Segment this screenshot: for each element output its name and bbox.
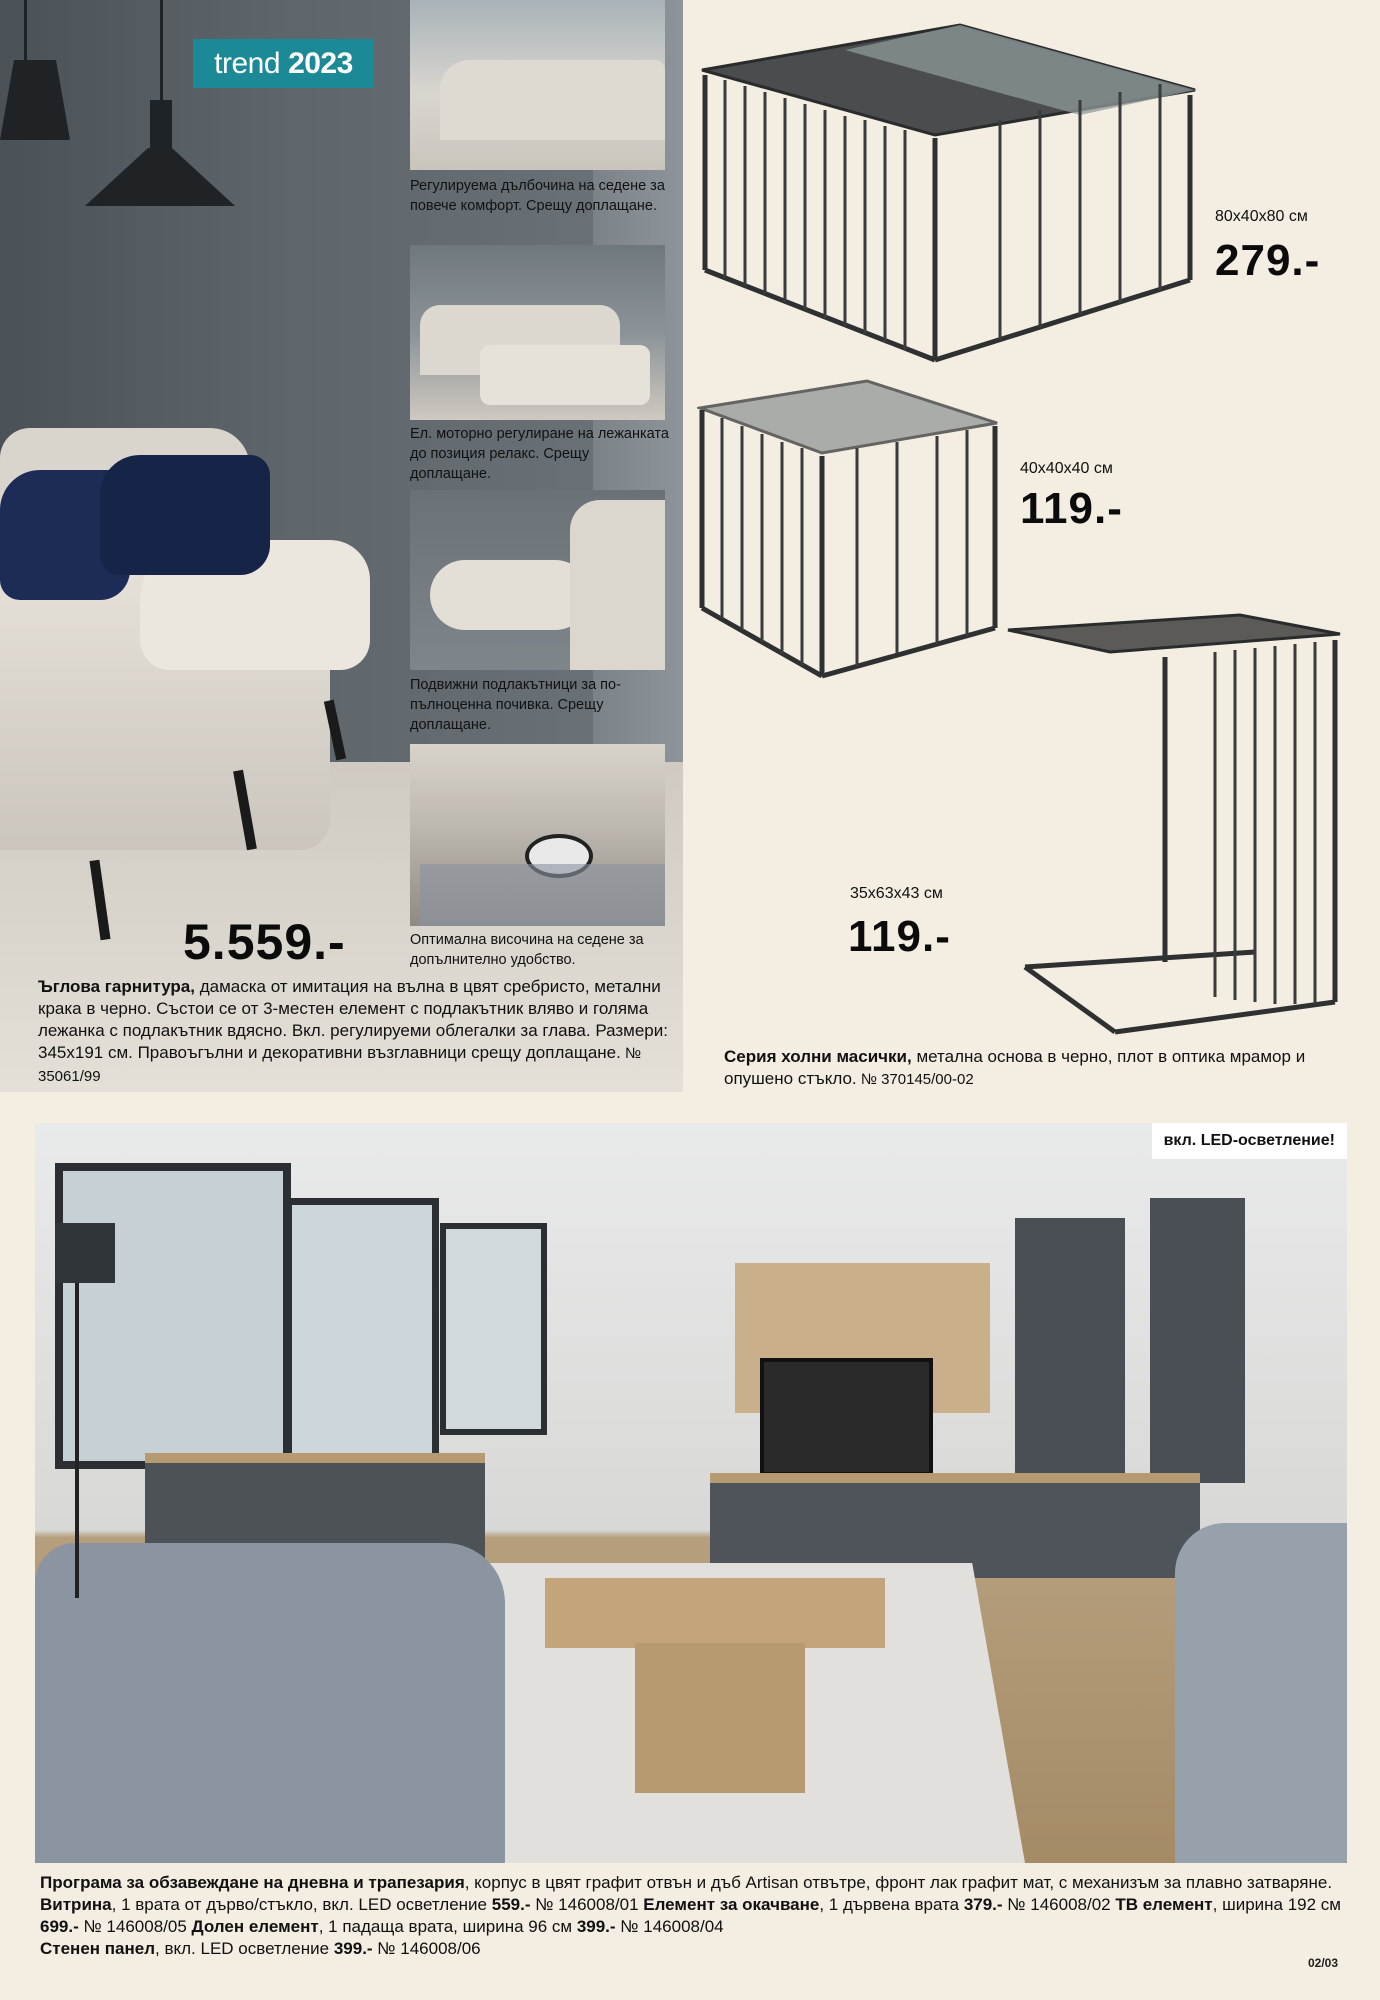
tv-unit-price: 699.- — [40, 1917, 79, 1936]
living-room-photo — [35, 1123, 1347, 1863]
small-table-price: 119.- — [1020, 484, 1123, 533]
feature-photo-armrest — [410, 490, 665, 670]
small-coffee-table-image — [697, 378, 1002, 683]
large-table-price: 279.- — [1215, 236, 1321, 285]
trend-badge-text: trend — [214, 46, 281, 80]
wall-panel-price: 399.- — [333, 1939, 373, 1958]
low-unit-name: Долен елемент — [191, 1917, 319, 1936]
wall-cabinet-text: , 1 дървена врата — [819, 1895, 964, 1914]
trend-badge — [193, 39, 374, 88]
vitrine-price: 559.- — [491, 1895, 531, 1914]
side-table-size: 35x63x43 см — [850, 885, 943, 902]
tables-article: № 370145/00-02 — [856, 1071, 974, 1088]
vitrine-name: Витрина — [40, 1895, 112, 1914]
side-table-price: 119.- — [848, 912, 951, 961]
page-number: 02/03 — [1307, 1956, 1338, 1970]
program-name: Програма за обзавеждане на дневна и трапезария — [40, 1873, 465, 1892]
feature-photo-relax — [410, 245, 665, 420]
tables-description — [724, 1046, 1344, 1091]
tables-text: метална основа в черно, плот в оптика мрамор и опушено стъкло. — [724, 1047, 1306, 1088]
low-unit-text: , 1 падаща врата, ширина 96 см — [318, 1917, 577, 1936]
tv-unit-text: , ширина 192 см — [1212, 1895, 1341, 1914]
wall-cabinet-name: Елемент за окачване — [643, 1895, 820, 1914]
large-table-size: 80x40x80 см — [1215, 208, 1308, 225]
wall-cabinet-price: 379.- — [963, 1895, 1003, 1914]
tv-unit-name: ТВ елемент — [1115, 1895, 1213, 1914]
feature-caption-height: Оптимална височина на седене за допълнително удобство. — [410, 932, 644, 968]
trend-badge-year: 2023 — [288, 46, 353, 80]
wall-panel-text: , вкл. LED осветление — [155, 1939, 334, 1958]
low-unit-article: № 146008/04 — [615, 1917, 724, 1936]
program-text: , корпус в цвят графит отвън и дъб Artisan отвътре, фронт лак графит мат, с механизъм за плавно затваряне. — [464, 1873, 1333, 1892]
small-table-size: 40x40x40 см — [1020, 460, 1113, 477]
wall-panel-name: Стенен панел — [40, 1939, 156, 1958]
sofa-name: Ъглова гарнитура, — [38, 977, 195, 996]
vitrine-article: № 146008/01 — [530, 1895, 644, 1914]
led-lighting-tag: вкл. LED-осветление! — [1152, 1123, 1347, 1159]
sofa-article: № 35061/99 — [38, 1045, 642, 1085]
wall-panel-article: № 146008/06 — [372, 1939, 481, 1958]
large-coffee-table-image — [700, 20, 1200, 370]
vitrine-text: , 1 врата от дърво/стъкло, вкл. LED осветление — [111, 1895, 492, 1914]
low-unit-price: 399.- — [576, 1917, 616, 1936]
sofa-text: дамаска от имитация на вълна в цвят сребристо, метални крака в черно. Състои се от 3-местен елемент с подлакътник вляво и голяма лежанка с подлакътник вдясно. Вкл. регулируеми облегалки за глава. Размери: 345x191 см. Правоъгълни и декоративни възглавници срещу доплащане. — [38, 977, 668, 1062]
tables-name: Серия холни масички, — [724, 1047, 912, 1066]
feature-caption-armrest: Подвижни подлакътници за по-пълноценна почивка. Срещу доплащане. — [410, 677, 621, 733]
feature-photo-depth — [410, 0, 665, 170]
feature-caption-depth: Регулируема дълбочина на седене за повече комфорт. Срещу доплащане. — [410, 178, 665, 214]
sofa-price: 5.559.- — [183, 914, 346, 970]
side-table-image — [1005, 612, 1345, 1037]
feature-photo-height — [410, 744, 665, 926]
feature-caption-relax: Ел. моторно регулиране на лежанката до позиция релакс. Срещу доплащане. — [410, 426, 669, 482]
wall-cabinet-article: № 146008/02 — [1002, 1895, 1116, 1914]
tv-unit-article: № 146008/05 — [78, 1917, 192, 1936]
living-room-description — [40, 1872, 1350, 1960]
sofa-description — [38, 976, 683, 1088]
